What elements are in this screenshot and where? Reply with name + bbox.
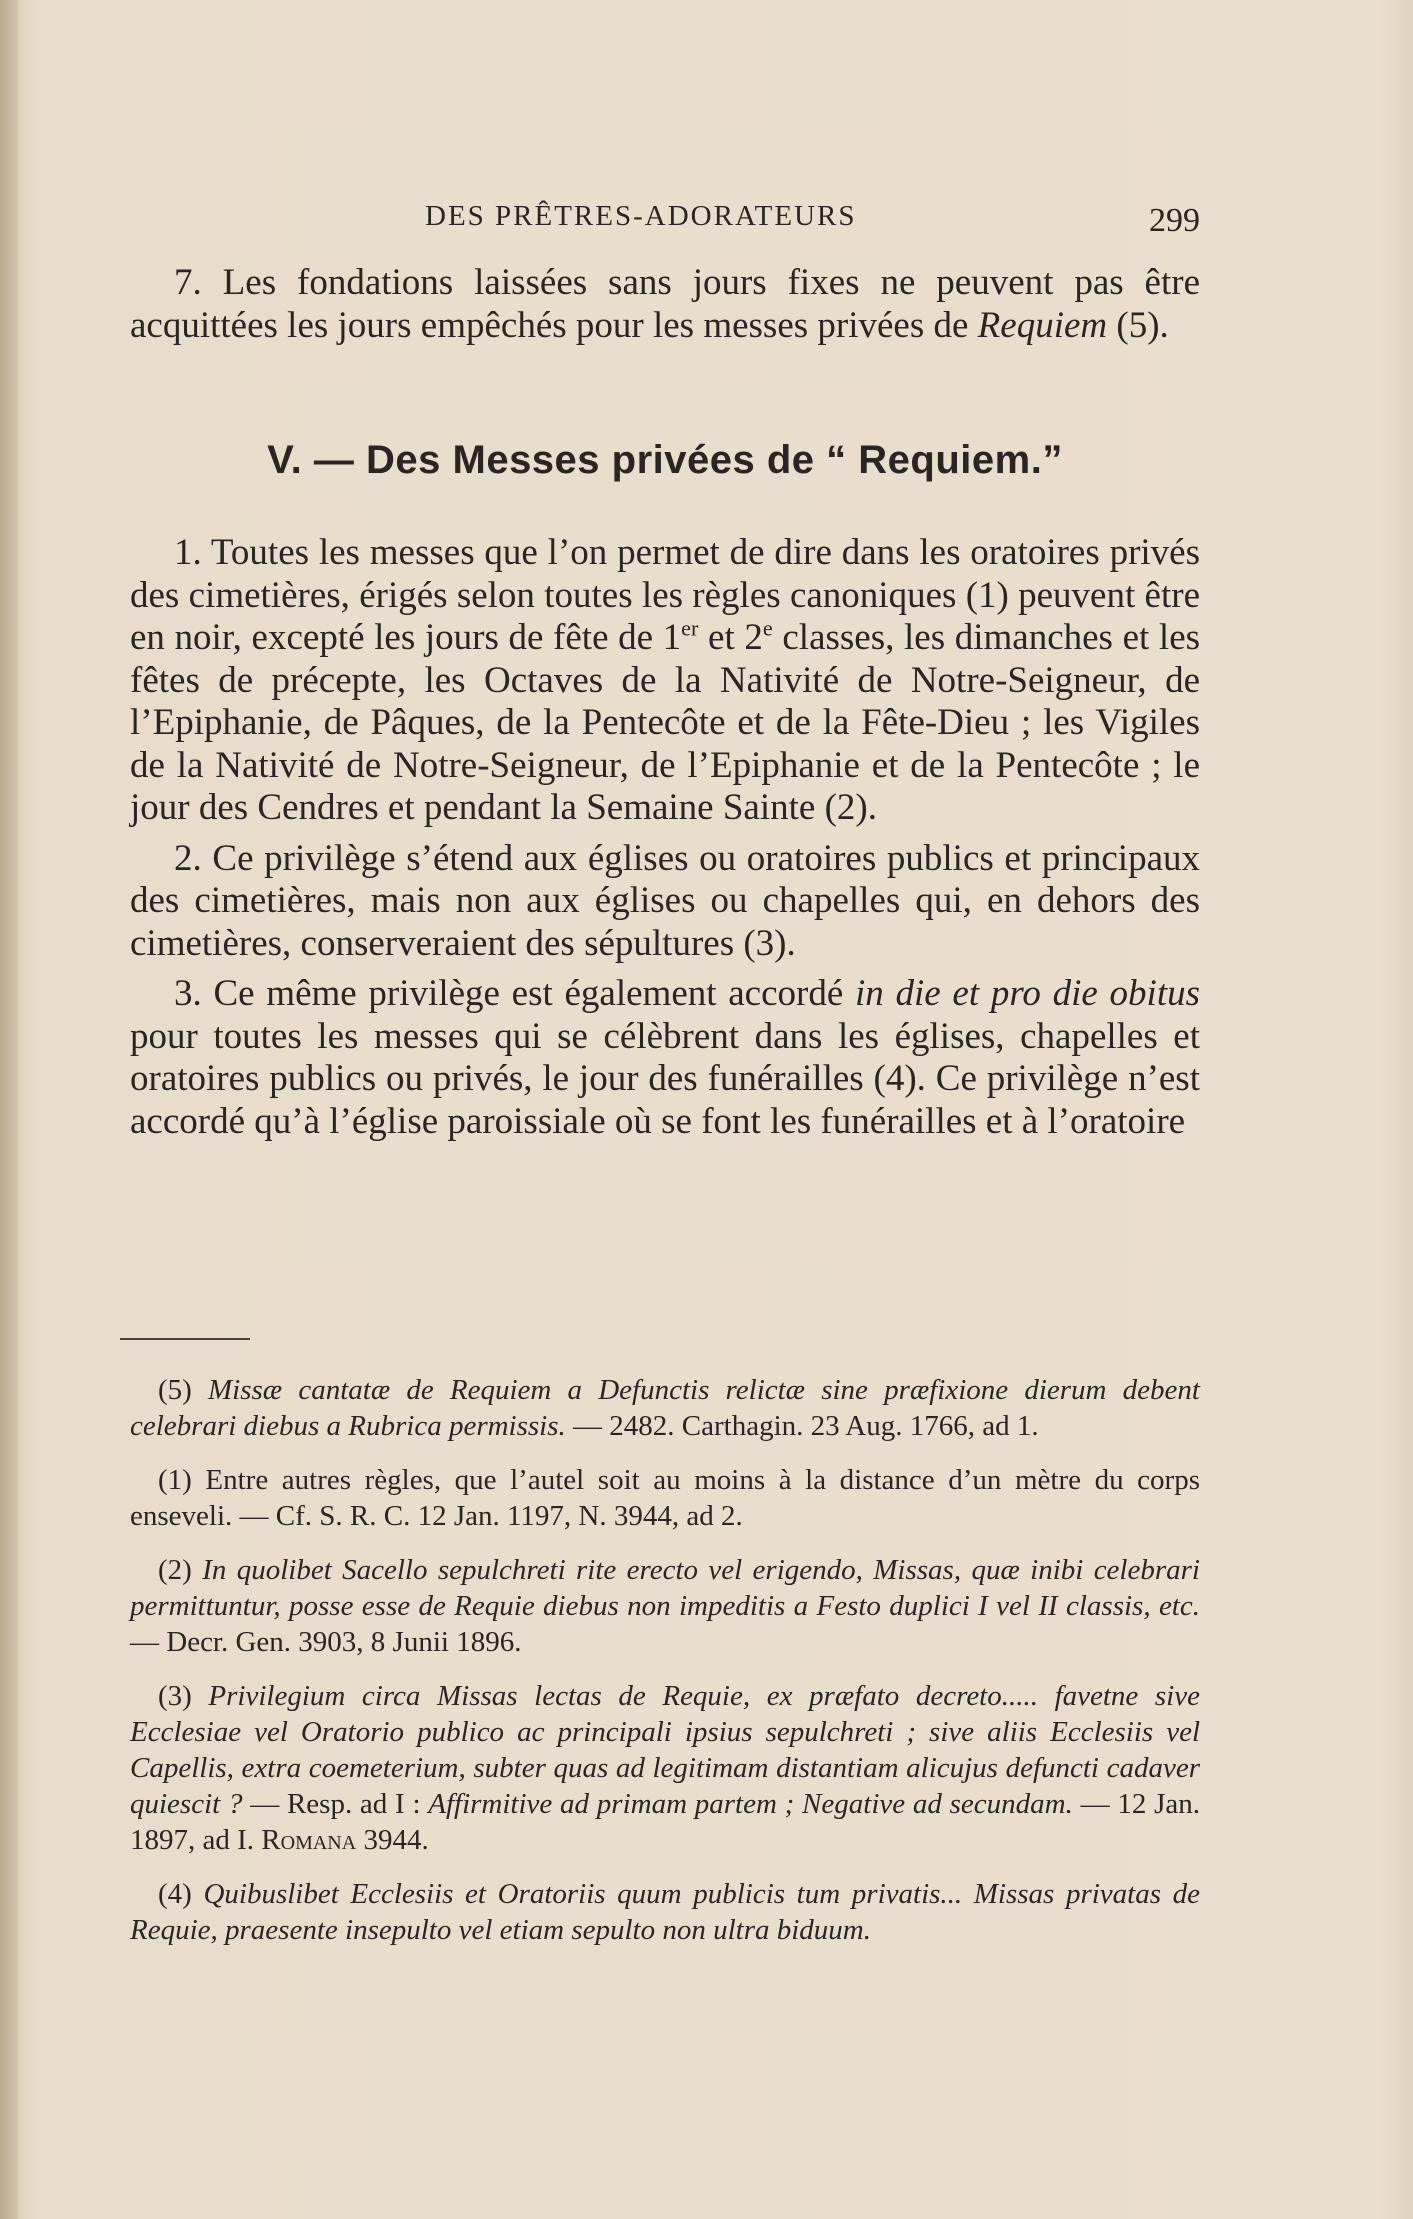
footnote-divider — [120, 1338, 250, 1340]
page-spine-edge — [0, 0, 18, 2219]
footnote-3: (3) Privilegium circa Missas lectas de Requie, ex præfato decreto..... favetne sive Ecclesiae vel Oratorio publico ac principali ipsius sepulchreti ; sive aliis Ecclesiis vel Capellis, extra coemeterium, subter quas ad legitimam distantiam alicujus defuncti cadaver quiescit ? — Resp. ad I : Affirmitive ad primam partem ; Negative ad secundam. — 12 Jan. 1897, ad I. Romana 3944. — [130, 1680, 1200, 1856]
footnote-5: (5) Missæ cantatæ de Requiem a Defunctis relictæ sine præfixione dierum debent celebrari diebus a Rubrica permissis. — 2482. Carthagin. 23 Aug. 1766, ad 1. — [130, 1374, 1200, 1442]
page-number: 299 — [1149, 202, 1200, 239]
footnote-1: (1) Entre autres règles, que l’autel soit au moins à la distance d’un mètre du corps enseveli. — Cf. S. R. C. 12 Jan. 1197, N. 3944, ad 2. — [130, 1464, 1200, 1532]
section-body — [130, 532, 1200, 1143]
footnotes — [130, 1372, 1200, 1948]
section-paragraph-2: 2. Ce privilège s’étend aux églises ou oratoires publics et principaux des cimetières, mais non aux églises ou chapelles qui, en dehors des cimetières, conserveraient des sépultures (3). — [130, 837, 1200, 964]
section-title: V. — Des Messes privées de “ Requiem.” — [267, 438, 1063, 482]
item-7-block — [130, 262, 1200, 347]
running-title: DES PRÊTRES-ADORATEURS — [425, 200, 857, 232]
section-paragraph-3: 3. Ce même privilège est également accordé in die et pro die obitus pour toutes les messes qui se célèbrent dans les églises, chapelles et oratoires publics ou privés, le jour des funérailles (4). Ce privilège n’est accordé qu’à l’église paroissiale où se font les funérailles et à l’oratoire — [130, 973, 1201, 1142]
footnote-2: (2) In quolibet Sacello sepulchreti rite erecto vel erigendo, Missas, quæ inibi celebrari permittuntur, posse esse de Requie diebus non impeditis a Festo duplici I vel II classis, etc. — Decr. Gen. 3903, 8 Junii 1896. — [130, 1554, 1200, 1658]
footnote-4: (4) Quibuslibet Ecclesiis et Oratoriis quum publicis tum privatis... Missas privatas de Requie, praesente insepulto vel etiam sepulto non ultra biduum. — [130, 1878, 1200, 1946]
item-7-paragraph: 7. Les fondations laissées sans jours fixes ne peuvent pas être acquittées les jours empêchés pour les messes privées de Requiem (5). — [130, 262, 1200, 346]
running-head — [130, 200, 1200, 240]
section-paragraph-1: 1. Toutes les messes que l’on permet de dire dans les oratoires privés des cimetières, érigés selon toutes les règles canoniques (1) peuvent être en noir, excepté les jours de fête de 1er et 2e classes, les dimanches et les fêtes de précepte, les Octaves de la Nativité de Notre-Seigneur, de l’Epiphanie, de Pâques, de la Pentecôte et de la Fête-Dieu ; les Vigiles de la Nativité de Notre-Seigneur, de l’Epiphanie et de la Pentecôte ; le jour des Cendres et pendant la Semaine Sainte (2). — [130, 532, 1201, 828]
